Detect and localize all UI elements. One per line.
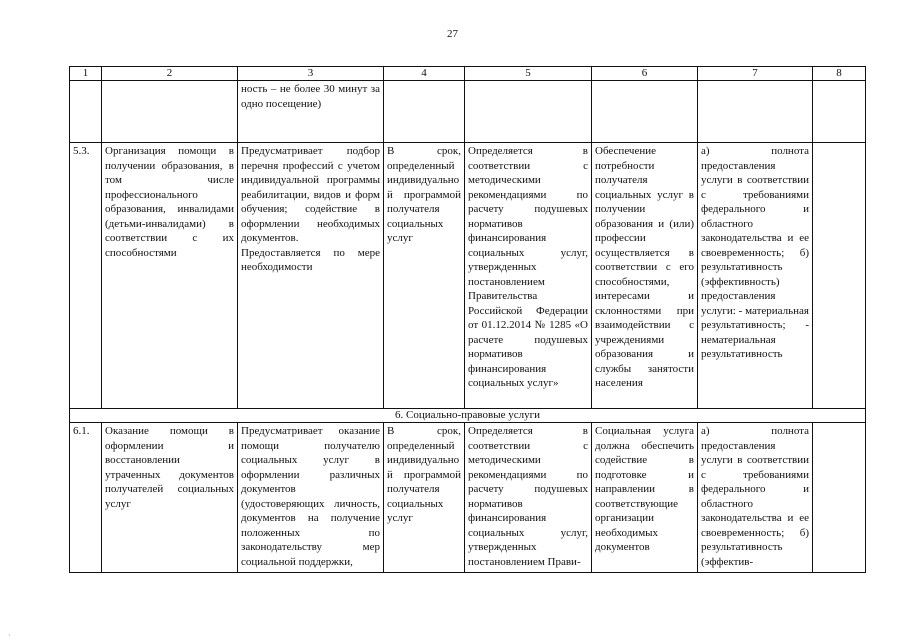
header-col-1: 1 [70,67,102,81]
service-cost: Определяется в соответствии с методическими рекомендациями по расчету подушевых нормативов финансирования социальных услуг, утвержденных постановлением Прави- [465,423,592,573]
service-quality: а) полнота предоставления услуги в соответствии с требованиями федерального и областного законодательства и ее своевременность; б) результативность (эффектив- [698,423,813,573]
cont-cell-5 [465,81,592,143]
cont-cell-1 [70,81,102,143]
service-description: Предусматривает подбор перечня профессий с учетом индивидуальной программы реабилитации, видов и форм обучения; содействие в оформлении необходимых документов. Предоставляется по мере необходимости [238,143,384,409]
row-number: 5.3. [70,143,102,409]
service-cost: Определяется в соответствии с методическими рекомендациями по расчету подушевых нормативов финансирования социальных услуг, утвержденных постановлением Правительства Российской Федерации от 01.12.2014 № 1285 «О расчете подушевых нормативов финансирования социальных услуг» [465,143,592,409]
cont-cell-2 [102,81,238,143]
service-description: Предусматривает оказание помощи получателю социальных услуг в оформлении различных документов (удостоверяющих личность, документов на получение положенных по законодательству мер социальной поддержки, [238,423,384,573]
cont-cell-8 [813,81,866,143]
service-conditions: Обеспечение потребности получателя социальных услуг в получении образования и (или) профессии осуществляется в соответствии с его способностями, интересами и склонностями при взаимодействии с учреждениями образования и службы занятости населения [592,143,698,409]
service-name: Организация помощи в получении образования, в том числе профессионального образования, инвалидами (детьми-инвалидами) в соответствии с их способностями [102,143,238,409]
header-col-6: 6 [592,67,698,81]
header-col-7: 7 [698,67,813,81]
service-term: В срок, определенный индивидуальной программой получателя социальных услуг [384,143,465,409]
scan-dot: · [8,630,11,640]
service-conditions: Социальная услуга должна обеспечить содействие в подготовке и направлении в соответствующие организации необходимых документов [592,423,698,573]
continuation-row [70,81,866,143]
service-col-8 [813,143,866,409]
header-col-3: 3 [238,67,384,81]
header-col-8: 8 [813,67,866,81]
header-row [70,67,866,81]
header-col-5: 5 [465,67,592,81]
service-name: Оказание помощи в оформлении и восстановлении утраченных документов получателей социальных услуг [102,423,238,573]
page-number: 27 [447,28,458,40]
section-title: 6. Социально-правовые услуги [70,409,866,423]
cont-cell-4 [384,81,465,143]
header-col-2: 2 [102,67,238,81]
section-row [70,409,866,423]
table-row [70,143,866,409]
table-row [70,423,866,573]
services-table [69,66,866,573]
row-number: 6.1. [70,423,102,573]
cont-cell-3: ность – не более 30 минут за одно посещение) [238,81,384,143]
cont-cell-6 [592,81,698,143]
header-col-4: 4 [384,67,465,81]
cont-cell-7 [698,81,813,143]
service-quality: а) полнота предоставления услуги в соответствии с требованиями федерального и областного законодательства и ее своевременность; б) результативность (эффективность) предоставления услуги: - материальная результативность; - нематериальная результативность [698,143,813,409]
service-col-8 [813,423,866,573]
service-term: В срок, определенный индивидуальной программой получателя социальных услуг [384,423,465,573]
